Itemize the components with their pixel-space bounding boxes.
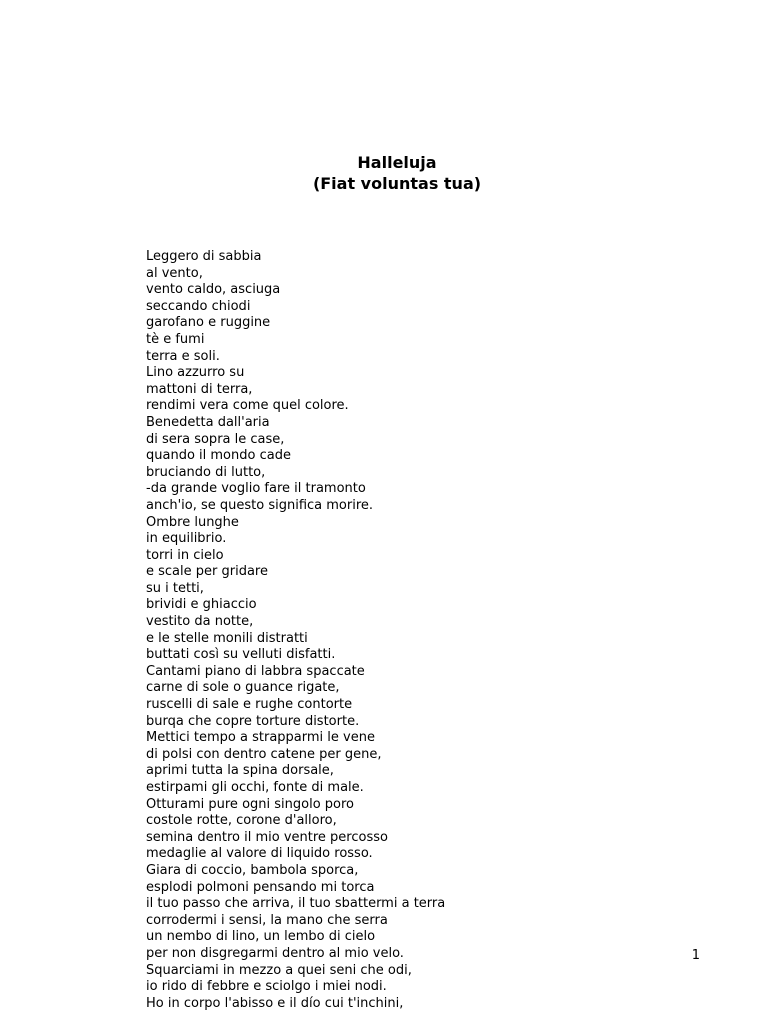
poem-verse: buttati così su velluti disfatti. (146, 647, 336, 663)
poem-verse: Giara di coccio, bambola sporca, (146, 862, 359, 878)
poem-verse: vestito da notte, (146, 614, 254, 630)
poem-verse: ruscelli di sale e rughe contorte (146, 697, 353, 713)
poem-verse: al vento, (146, 265, 203, 281)
poem-verse: esplodi polmoni pensando mi torca (146, 879, 375, 895)
poem-verse: tè e fumi (146, 331, 205, 347)
poem-verse: aprimi tutta la spina dorsale, (146, 763, 334, 779)
poem-verse: vento caldo, asciuga (146, 282, 281, 298)
poem-verse: costole rotte, corone d'alloro, (146, 813, 337, 829)
poem-verse: Ombre lunghe (146, 514, 239, 530)
poem-verse: burqa che copre torture distorte. (146, 713, 360, 729)
poem-verse: Leggero di sabbia (146, 249, 262, 264)
poem-verse: corrodermi i sensi, la mano che serra (146, 912, 388, 928)
poem-title: Halleluja (357, 153, 437, 172)
poem-verse: carne di sole o guance rigate, (146, 680, 340, 696)
poem-verse: rendimi vera come quel colore. (146, 398, 349, 414)
page-number: 1 (691, 948, 700, 963)
poem-verse: su i tetti, (146, 580, 204, 596)
poem-verse: quando il mondo cade (146, 448, 291, 464)
poem-verse: mattoni di terra, (146, 381, 253, 397)
poem-verse: garofano e ruggine (146, 315, 271, 331)
poem-verse: anch'io, se questo significa morire. (146, 497, 374, 513)
poem-verse: terra e soli. (146, 348, 220, 364)
poem-verse: di sera sopra le case, (146, 431, 285, 447)
poem-verse: brividi e ghiaccio (146, 597, 257, 613)
poem-verse: Ho in corpo l'abisso e il dío cui t'inchini, (146, 995, 404, 1011)
poem-verse: e scale per gridare (146, 564, 268, 580)
poem-verse: per non disgregarmi dentro al mio velo. (146, 945, 404, 961)
poem-verse: Lino azzurro su (146, 365, 245, 381)
poem-verse: Squarciami in mezzo a quei seni che odi, (146, 962, 412, 978)
poem-verse: il tuo passo che arriva, il tuo sbattermi a terra (146, 896, 446, 912)
poem-verse: bruciando di lutto, (146, 464, 266, 480)
poem-verse: medaglie al valore di liquido rosso. (146, 846, 373, 862)
poem-verse: -da grande voglio fare il tramonto (146, 481, 366, 497)
poem-verse: torri in cielo (146, 547, 224, 563)
poem-verse: e le stelle monili distratti (146, 630, 308, 646)
poem-verse: in equilibrio. (146, 531, 227, 547)
title-block (0, 152, 768, 194)
poem-verse: io rido di febbre e sciolgo i miei nodi. (146, 979, 387, 995)
poem-subtitle: (Fiat voluntas tua) (312, 174, 482, 193)
poem-verse: Otturami pure ogni singolo poro (146, 796, 354, 812)
poem-verse: Mettici tempo a strapparmi le vene (146, 730, 375, 746)
poem-verse: Benedetta dall'aria (146, 414, 270, 430)
poem-verse: Cantami piano di labbra spaccate (146, 663, 365, 679)
poem-verse: estirpami gli occhi, fonte di male. (146, 780, 364, 795)
poem-verse: di polsi con dentro catene per gene, (146, 746, 382, 762)
poem-verse: seccando chiodi (146, 298, 251, 314)
poem-verse: un nembo di lino, un lembo di cielo (146, 929, 376, 945)
poem-body (146, 249, 706, 1012)
poem-verse: semina dentro il mio ventre percosso (146, 829, 388, 845)
